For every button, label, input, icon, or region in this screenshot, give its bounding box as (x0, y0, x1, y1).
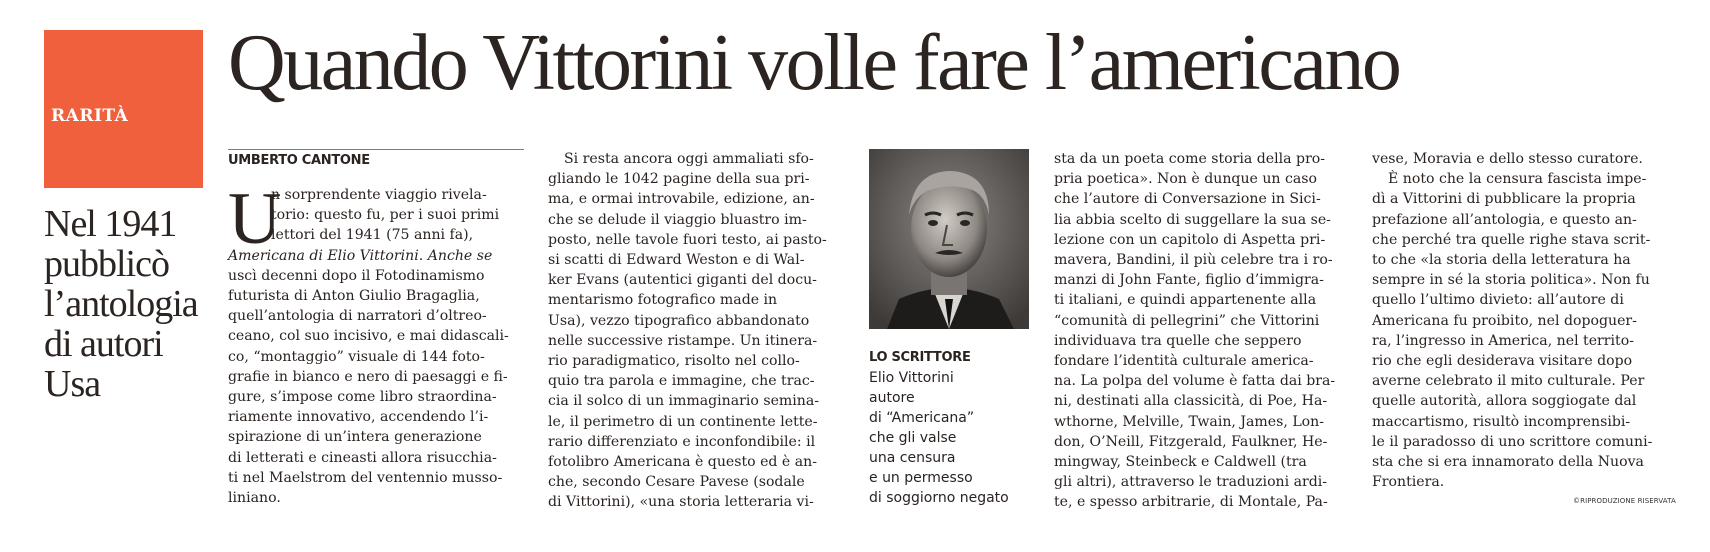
author-byline: UMBERTO CANTONE (228, 153, 370, 168)
drop-cap: U (228, 178, 282, 260)
text-span: È noto che la censura fascista impe- (1388, 171, 1647, 188)
text-line: ceano, col suo incisivo, e mai didascali- (228, 328, 509, 345)
text-line: si scatti di Edward Weston e di Wal- (548, 252, 805, 269)
text-line: che l’autore di Conversazione in Sici- (1054, 191, 1321, 208)
text-line (548, 149, 844, 169)
text-line: lettori del 1941 (75 anni fa), (271, 227, 474, 244)
text-line: lezione con un capitolo di Aspetta pri- (1054, 231, 1326, 248)
text-line: rario differenziato e inconfondibile: il (548, 433, 816, 450)
caption-line: e un permesso (869, 470, 973, 486)
text-line: maccartismo, risultò incomprensibi- (1372, 413, 1631, 430)
text-line: fondare l’identità culturale america- (1054, 353, 1314, 370)
article-column-1 (228, 178, 526, 508)
article-column-2 (548, 149, 844, 513)
text-line: sta che si era innamorato della Nuova (1372, 454, 1644, 471)
article-headline: Quando Vittorini volle fare l’americano (228, 19, 1400, 107)
text-line: rio paradigmatico, risolto nel collo- (548, 353, 800, 370)
text-line: le il paradosso di uno scrittore comuni- (1372, 433, 1653, 450)
article-deck (44, 204, 214, 404)
caption-line: che gli valse (869, 430, 957, 446)
text-line: riamente innovativo, accendendo l’i- (228, 409, 489, 426)
text-line: che, secondo Cesare Pavese (sodale (548, 474, 805, 491)
text-line: don, O’Neill, Fitzgerald, Faulkner, He- (1054, 433, 1328, 450)
text-line: individuava tra quelle che seppero (1054, 332, 1302, 349)
article-column-3 (1054, 149, 1351, 513)
text-line: quio tra parola e immagine, che trac- (548, 373, 815, 390)
text-line: quelle autorità, allora soggiogate dal (1372, 393, 1637, 410)
deck-line: pubblicò (44, 243, 169, 285)
caption-line: una censura (869, 450, 956, 466)
text-line: n sorprendente viaggio rivela- (271, 187, 487, 203)
text-line: fotolibro Americana è questo ed è an- (548, 454, 817, 471)
text-line: torio: questo fu, per i suoi primi (271, 207, 500, 224)
text-line: gliando le 1042 pagine della sua pri- (548, 171, 810, 188)
text-line: ti italiani, e quindi appartenente alla (1054, 292, 1317, 309)
deck-line: Usa (44, 363, 101, 405)
text-line: lia abbia scelto di suggellare la sua se- (1054, 211, 1331, 228)
text-line: pria poetica». Non è dunque un caso (1054, 171, 1317, 188)
text-line: le, il perimetro di un continente lette- (548, 413, 818, 430)
text-line: cia il solco di un immaginario semina- (548, 393, 820, 410)
text-line: manzi di John Fante, figlio d’immigra- (1054, 272, 1324, 289)
book-title: Americana di Elio Vittorini. Anche se (228, 247, 493, 264)
text-line: liniano. (228, 490, 281, 507)
text-line: gure, s’impose come libro straordina- (228, 389, 497, 406)
text-line: vese, Moravia e dello stesso curatore. (1372, 151, 1643, 167)
text-line: nelle successive ristampe. Un itinera- (548, 332, 818, 349)
text-line: ni, destinati alla classicità, di Poe, Ha- (1054, 393, 1328, 410)
text-line: che se delude il viaggio bluastro im- (548, 211, 807, 228)
deck-line: Nel 1941 (44, 203, 177, 245)
text-line: quell’antologia di narratori d’oltreo- (228, 308, 487, 325)
text-line: uscì decenni dopo il Fotodinamismo (228, 267, 485, 284)
caption-line: di soggiorno negato (869, 490, 1009, 506)
author-divider (228, 149, 524, 150)
text-line: co, “montaggio” visuale di 144 foto- (228, 348, 485, 365)
text-line: te, e spesso arbitrarie, di Montale, Pa- (1054, 494, 1328, 511)
text-line: averne celebrato il mito culturale. Per (1372, 373, 1645, 390)
text-line: ma, e ormai introvabile, edizione, an- (548, 191, 815, 208)
text-line: di letterati e cineasti allora risucchia- (228, 449, 497, 466)
section-label: RARITÀ (51, 106, 129, 126)
text-line: di Vittorini), «una storia letteraria vi- (548, 494, 814, 511)
photo-caption (869, 348, 1009, 508)
article-column-4 (1372, 149, 1672, 492)
text-line (1372, 169, 1672, 189)
deck-line: l’antologia (44, 283, 198, 325)
caption-line: autore (869, 390, 915, 406)
copyright-notice: ©RIPRODUZIONE RISERVATA (1573, 497, 1676, 505)
text-line: “comunità di pellegrini” che Vittorini (1054, 312, 1320, 329)
text-line: spirazione di un’intera generazione (228, 429, 482, 446)
text-line: prefazione all’antologia, e questo an- (1372, 211, 1637, 228)
text-line: posto, nelle tavole fuori testo, ai pasto- (548, 231, 827, 248)
text-line: sempre in sé la storia politica». Non fu (1372, 272, 1650, 289)
text-line: dì a Vittorini di pubblicare la propria (1372, 191, 1636, 208)
text-line: wthorne, Melville, Twain, James, Lon- (1054, 413, 1325, 430)
text-line: sta da un poeta come storia della pro- (1054, 151, 1326, 167)
text-line: to che «la storia della letteratura ha (1372, 252, 1631, 269)
text-line: futurista di Anton Giulio Bragaglia, (228, 288, 480, 305)
caption-heading: LO SCRITTORE (869, 350, 971, 365)
text-line: na. La polpa del volume è fatta dai bra- (1054, 373, 1336, 390)
author-portrait-photo (869, 149, 1029, 329)
text-line: Americana fu proibito, nel dopoguer- (1372, 312, 1637, 329)
text-line: mavera, Bandini, il più celebre tra i ro- (1054, 252, 1333, 269)
text-line: ker Evans (autentici giganti del docu- (548, 272, 817, 289)
portrait-image (869, 149, 1029, 329)
text-span: Si resta ancora oggi ammaliati sfo- (564, 151, 814, 167)
text-line: mingway, Steinbeck e Caldwell (tra (1054, 454, 1307, 471)
text-line: che perché tra quelle righe stava scrit- (1372, 231, 1651, 248)
text-line: Frontiera. (1372, 474, 1445, 491)
text-line: mentarismo fotografico made in (548, 292, 778, 309)
text-line: ti nel Maelstrom del ventennio musso- (228, 469, 503, 486)
deck-line: di autori (44, 323, 163, 365)
text-line: Usa), vezzo tipografico abbandonato (548, 312, 810, 329)
text-line: rio che egli desiderava visitare dopo (1372, 353, 1633, 370)
text-line: grafie in bianco e nero di paesaggi e fi- (228, 368, 508, 385)
text-line: quello l’ultimo divieto: all’autore di (1372, 292, 1624, 309)
text-line: ra, l’ingresso in America, nel territo- (1372, 332, 1634, 349)
caption-line: Elio Vittorini (869, 370, 954, 386)
caption-line: di “Americana” (869, 410, 975, 426)
text-line: gli altri), attraverso le traduzioni ardi- (1054, 474, 1328, 491)
section-badge (44, 30, 203, 188)
